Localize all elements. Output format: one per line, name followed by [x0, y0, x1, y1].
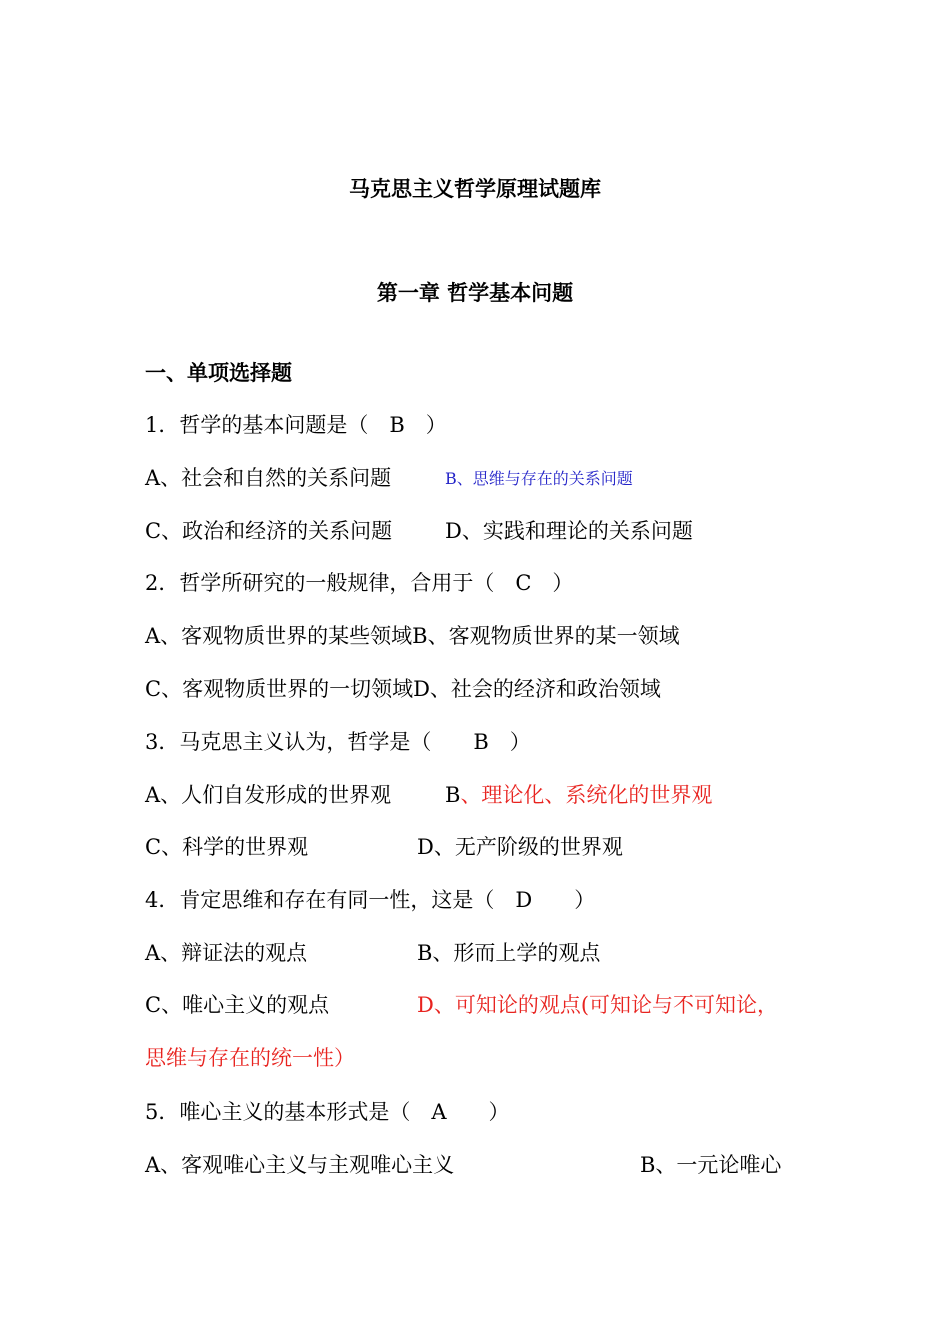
option-c: C、科学的世界观: [145, 835, 309, 859]
option-c: C、政治和经济的关系问题: [145, 519, 393, 543]
option-d-continuation: 思维与存在的统一性）: [145, 1046, 355, 1070]
option-d: D、实践和理论的关系问题: [445, 519, 693, 543]
option-b: B、一元论唯心: [640, 1153, 782, 1177]
question-1-stem: 1．哲学的基本问题是（ B ）: [145, 413, 447, 437]
option-d: D、无产阶级的世界观: [417, 835, 623, 859]
option-c: C、唯心主义的观点: [145, 993, 330, 1017]
option-b-answer: B、思维与存在的关系问题: [445, 469, 633, 488]
question-3-stem: 3．马克思主义认为，哲学是（ B ）: [145, 730, 531, 754]
question-2-options-ab: A、客观物质世界的某些领域B、客观物质世界的某一领域: [145, 624, 680, 648]
option-b: B、形而上学的观点: [417, 941, 601, 965]
section-heading: 一、单项选择题: [145, 360, 292, 385]
option-a: A、人们自发形成的世界观: [145, 783, 392, 807]
question-4-stem: 4．肯定思维和存在有同一性，这是（ D ）: [145, 888, 596, 912]
option-a: A、辩证法的观点: [145, 941, 308, 965]
chapter-title: 第一章 哲学基本问题: [376, 280, 574, 305]
option-d-answer: D、可知论的观点(可知论与不可知论，: [417, 993, 779, 1017]
option-b-text: 、理论化、系统化的世界观: [460, 783, 713, 807]
question-2-options-cd: C、客观物质世界的一切领域D、社会的经济和政治领域: [145, 677, 661, 701]
question-2-stem: 2．哲学所研究的一般规律，合用于（ C ）: [145, 571, 574, 595]
option-a: A、客观唯心主义与主观唯心主义: [145, 1153, 455, 1177]
question-5-stem: 5．唯心主义的基本形式是（ A ）: [145, 1100, 510, 1124]
option-b-answer: [445, 779, 712, 809]
document-title: 马克思主义哲学原理试题库: [349, 176, 601, 201]
option-a: A、社会和自然的关系问题: [145, 466, 392, 490]
option-b-letter: B: [445, 783, 461, 807]
